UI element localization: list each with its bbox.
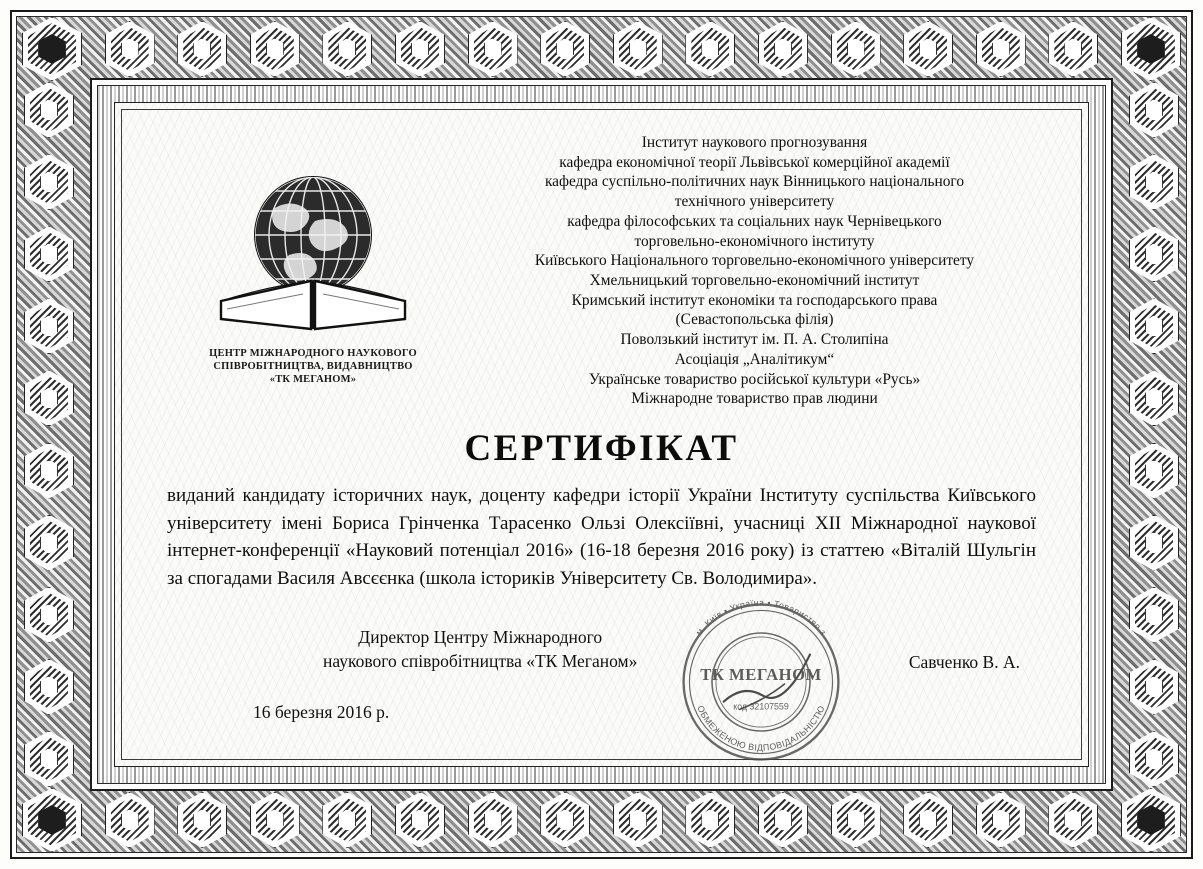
emblem-block	[163, 129, 463, 386]
emblem-caption-line: ЦЕНТР МІЖНАРОДНОГО НАУКОВОГО	[209, 348, 417, 359]
stamp-center-text: ТК МЕГАНОМ	[700, 665, 822, 685]
signatory-role-line: Директор Центру Міжнародного	[358, 627, 603, 648]
organizer-line: (Севастопольська філія)	[675, 311, 834, 329]
organizer-line: технічного університету	[674, 193, 835, 211]
certificate-content	[149, 121, 1054, 753]
handwritten-signature	[724, 655, 810, 702]
stamp-code-text: код 32107559	[733, 701, 789, 712]
certificate-header	[163, 129, 1040, 409]
issue-date: 16 березня 2016 р.	[253, 701, 390, 722]
emblem-caption-line: «ТК МЕГАНОМ»	[269, 374, 357, 386]
globe-book-emblem-icon	[203, 163, 423, 343]
organizer-line: Поволзький інститут ім. П. А. Столипіна	[620, 331, 889, 349]
certificate-plate	[90, 78, 1113, 791]
organizer-line: кафедра філософських та соціальних наук Чернівецького	[567, 212, 942, 230]
organizer-line: кафедра економічної теорії Львівської комерційної академії	[559, 153, 950, 171]
round-stamp-icon	[663, 584, 859, 767]
stamp-arc-top-text: м. Київ • Україна • Товариство з	[693, 597, 829, 638]
organizer-line: Українське товариство російської культури «Русь»	[588, 370, 921, 388]
organizer-line: Київського Національного торговельно-економічного університету	[534, 252, 975, 270]
plate-inner-area	[114, 102, 1089, 767]
organizer-line: Асоціація „Аналітикум“	[674, 350, 835, 368]
signatory-name: Савченко В. А.	[908, 652, 1020, 673]
organizer-line: кафедра суспільно-політичних наук Вінницького національного	[544, 173, 965, 191]
emblem-caption-line: СПІВРОБІТНИЦТВА, ВИДАВНИЦТВО	[213, 361, 413, 373]
organizer-list	[469, 129, 1040, 409]
certificate-body-text: виданий кандидату історичних наук, доценту кафедри історії України Інституту суспільства Київського університету імені Бориса Грінченка Тарасенко Ользі Олексіївні, учасниці XII Міжнародної наукової інтернет-конференції «Науковий потенціал 2016» (16-18 березня 2016 року) із статтею «Віталій Шульгін за спогадами Василя Авсєєнка (школа істориків Університету Св. Володимира».	[167, 485, 1036, 589]
emblem-caption	[209, 347, 417, 386]
organizer-line: Кримський інститут економіки та господарського права	[571, 291, 938, 309]
certificate-title: СЕРТИФІКАТ	[464, 428, 739, 470]
stamp-arc-bottom-text: ОБМЕЖЕНОЮ ВІДПОВІДАЛЬНІСТЮ	[695, 704, 827, 753]
signatory-role-line: наукового співробітництва «ТК Меганом»	[323, 650, 638, 671]
signatory-role	[323, 626, 637, 673]
organizer-line: Інститут наукового прогнозування	[641, 134, 868, 151]
organizer-line: Хмельницький торговельно-економічний інститут	[589, 272, 920, 290]
organizer-line: торговельно-економічного інституту	[634, 232, 875, 250]
organizer-line: Міжнародне товариство прав людини	[631, 390, 878, 408]
